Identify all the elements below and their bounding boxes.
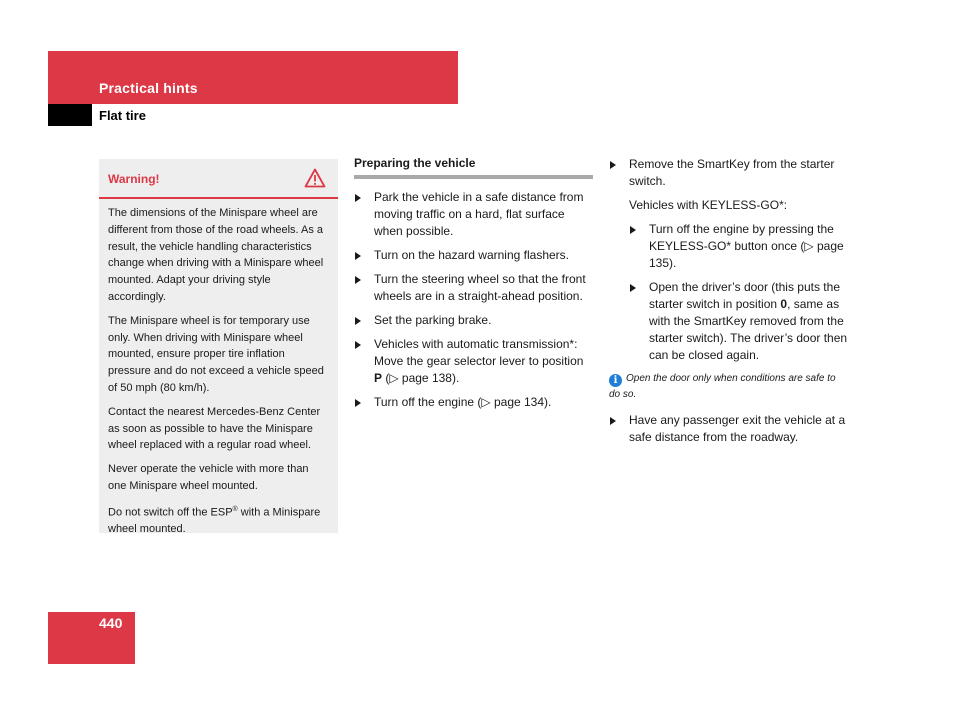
column-preparing-vehicle (354, 156, 593, 418)
warning-header (99, 159, 338, 199)
step-text: Remove the SmartKey from the starter switch. (629, 157, 835, 188)
page-reference[interactable]: (▷ page 138). (382, 371, 460, 385)
warning-paragraph: Contact the nearest Mercedes-Benz Center as soon as possible to have the Minispare wheel replaced with a regular road wheel. (108, 405, 321, 452)
step-item (354, 394, 593, 411)
warning-box (99, 159, 338, 536)
step-text: Set the parking brake. (374, 313, 492, 327)
bullet-arrow-icon (630, 284, 636, 292)
note-text: Open the door only when conditions are safe to do so. (609, 373, 836, 400)
warning-paragraph: Never operate the vehicle with more than one Minispare wheel mounted. (108, 463, 309, 492)
step-item (354, 247, 593, 264)
sub-step-item (629, 279, 849, 364)
header-band (48, 51, 458, 104)
bullet-arrow-icon (610, 417, 616, 425)
info-note (609, 371, 849, 402)
step-text: , same as with the SmartKey removed from the starter switch). The driver’s door then can be closed again. (649, 297, 848, 362)
step-text: Have any passenger exit the vehicle at a safe distance from the roadway. (629, 413, 846, 444)
warning-paragraph: The dimensions of the Minispare wheel are different from those of the road wheels. As a result, the vehicle handling characteristics change when driving with a Minispare wheel mounted. Adapt your driving style accordingly. (108, 207, 324, 303)
warning-body (99, 199, 338, 538)
step-item (354, 312, 593, 329)
warning-text: Do not switch off the ESP (108, 506, 233, 519)
step-text: Turn off the engine (▷ page 134). (374, 395, 552, 409)
step-text: Turn off the engine by pressing the KEYLESS-GO* button once (▷ page 135). (649, 222, 844, 270)
column-heading: Preparing the vehicle (354, 156, 593, 179)
warning-paragraph-esp (108, 502, 329, 538)
chapter-title: Practical hints (99, 80, 198, 96)
sub-step-item (629, 221, 849, 272)
warning-triangle-icon (304, 168, 326, 188)
info-icon: i (609, 374, 622, 387)
bullet-arrow-icon (355, 252, 361, 260)
step-item (609, 412, 849, 446)
warning-text: with a Minispare wheel mounted. (108, 506, 321, 536)
warning-label: Warning! (108, 172, 160, 186)
section-title: Flat tire (99, 108, 146, 123)
step-item (609, 156, 849, 190)
bullet-arrow-icon (355, 317, 361, 325)
step-item (354, 271, 593, 305)
switch-position: 0 (780, 297, 788, 311)
gear-position: P (374, 371, 383, 385)
registered-mark: ® (232, 505, 238, 513)
step-item (354, 336, 593, 387)
bullet-arrow-icon (355, 341, 361, 349)
step-text: Park the vehicle in a safe distance from moving traffic on a hard, flat surface when possible. (374, 190, 584, 238)
step-text: Turn on the hazard warning flashers. (374, 248, 569, 262)
bullet-arrow-icon (630, 226, 636, 234)
column-continued (609, 156, 849, 453)
bullet-arrow-icon (355, 399, 361, 407)
step-text: Turn the steering wheel so that the front wheels are in a straight-ahead position. (374, 272, 586, 303)
bullet-arrow-icon (355, 276, 361, 284)
bullet-arrow-icon (355, 194, 361, 202)
step-text: Vehicles with automatic transmission*: Move the gear selector lever to position (374, 337, 584, 368)
keyless-go-label: Vehicles with KEYLESS-GO*: (629, 198, 788, 212)
section-marker (48, 104, 92, 126)
step-item (354, 189, 593, 240)
page-number: 440 (99, 615, 123, 631)
step-text: Open the driver’s door (this puts the starter switch in position (649, 280, 840, 311)
warning-paragraph: The Minispare wheel is for temporary use only. When driving with Minispare wheel mounted, ensure proper tire inflation pressure and do not exceed a vehicle speed of 50 mph (80 km/h). (108, 314, 324, 394)
bullet-arrow-icon (610, 161, 616, 169)
